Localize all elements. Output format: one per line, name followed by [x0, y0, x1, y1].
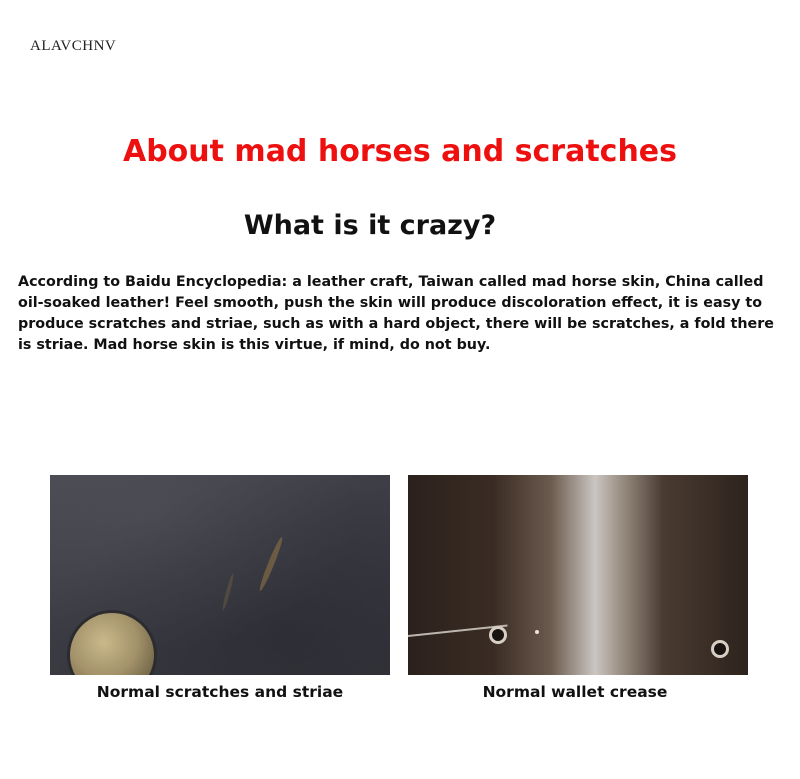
- leather-scratches-photo: [50, 475, 390, 675]
- scratch-mark: [221, 573, 235, 611]
- brand-logo: ALAVCHNV: [30, 38, 117, 54]
- rivet-button: [70, 613, 154, 675]
- wallet-crease-photo: [408, 475, 748, 675]
- scratch-mark: [257, 536, 284, 592]
- page-title: About mad horses and scratches: [122, 134, 678, 169]
- description-paragraph: According to Baidu Encyclopedia: a leather craft, Taiwan called mad horse skin, China called oil-soaked leather! Feel smooth, push the skin will produce discoloration effect, it is easy to produce scratches and striae, such as with a hard object, there will be scratches, a fold there is striae. Mad horse skin is this virtue, if mind, do not buy.: [18, 274, 774, 353]
- stitch-hole: [714, 643, 726, 655]
- leather-speck: [535, 630, 539, 634]
- section-heading: What is it crazy?: [243, 210, 497, 241]
- photo-caption: Normal scratches and striae: [96, 683, 344, 701]
- stitch-hole: [492, 629, 504, 641]
- photo-caption: Normal wallet crease: [482, 683, 668, 701]
